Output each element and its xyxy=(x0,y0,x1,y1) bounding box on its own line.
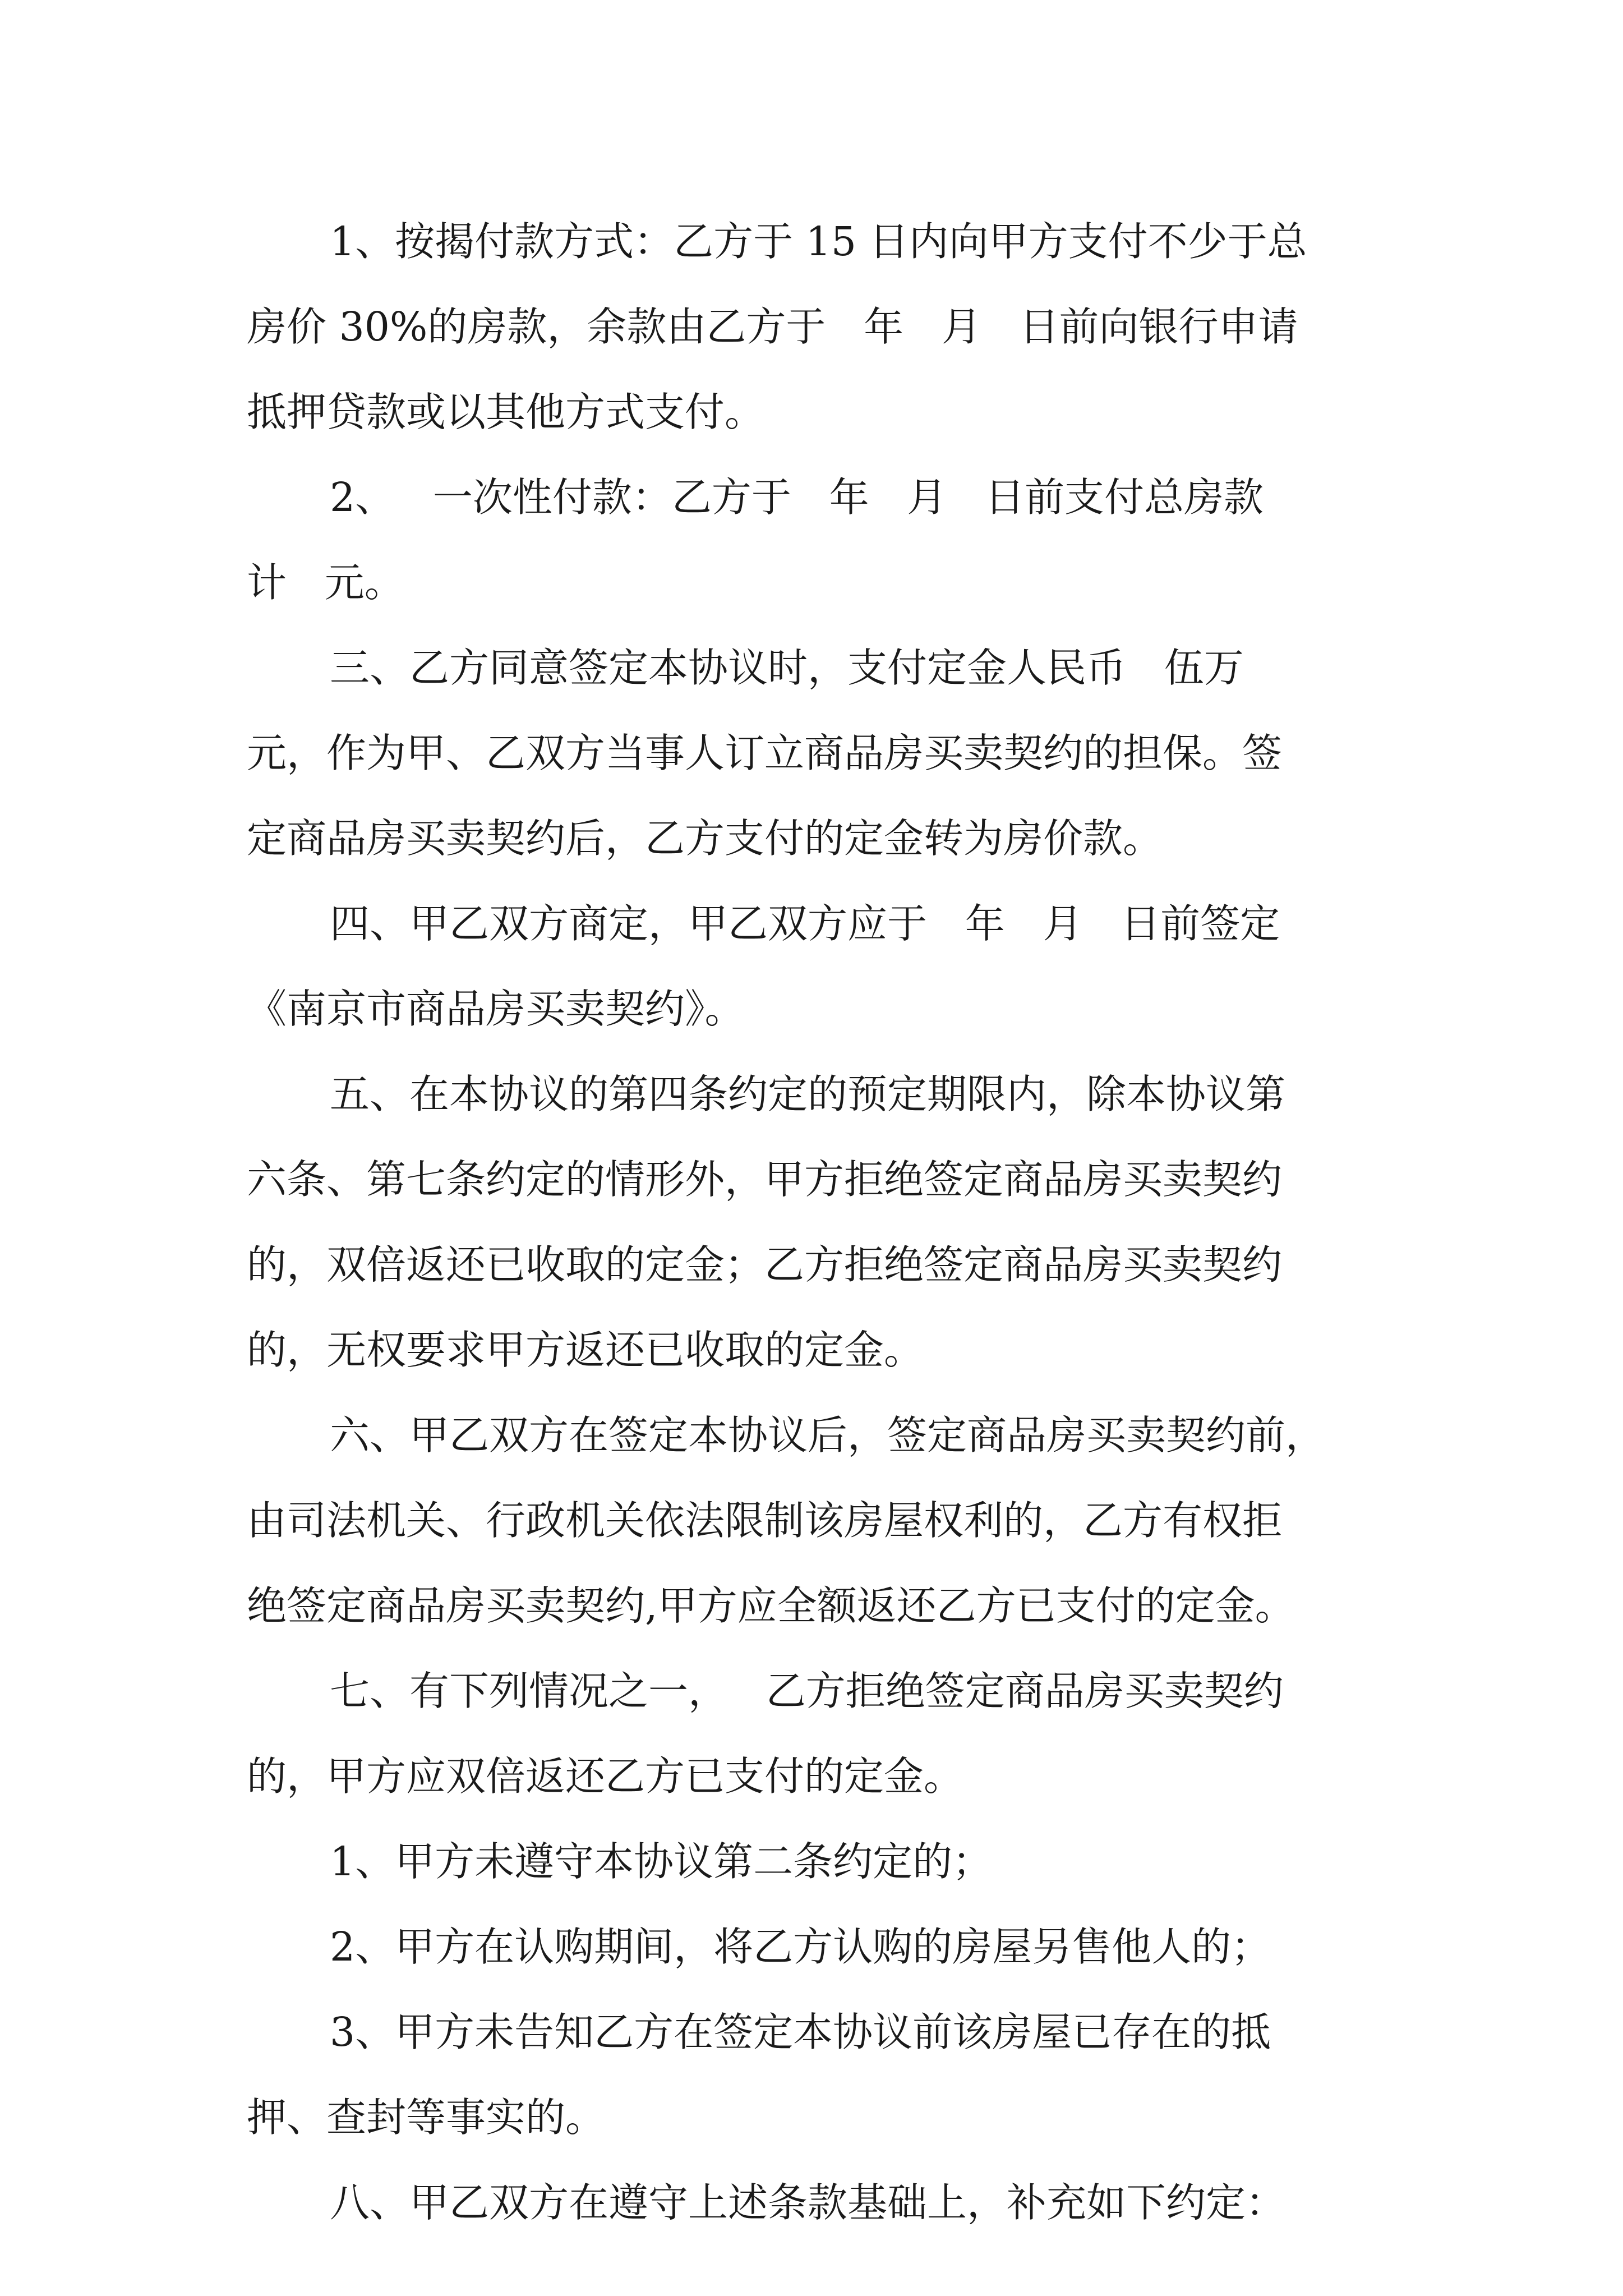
contract-body-text xyxy=(247,199,1380,2246)
text-line: 元，作为甲、乙双方当事人订立商品房买卖契约的担保。签 xyxy=(247,730,1283,776)
text-line: 的，双倍返还已收取的定金；乙方拒绝签定商品房买卖契约 xyxy=(247,1241,1283,1288)
text-line: 三、乙方同意签定本协议时，支付定金人民币 伍万 xyxy=(330,645,1244,691)
text-line: 由司法机关、行政机关依法限制该房屋权利的，乙方有权拒 xyxy=(247,1497,1283,1544)
text-line: 的，甲方应双倍返还乙方已支付的定金。 xyxy=(247,1753,964,1800)
text-line: 计 元。 xyxy=(247,559,404,606)
text-line: 2、甲方在认购期间，将乙方认购的房屋另售他人的； xyxy=(330,1924,1271,1970)
text-line: 1、按揭付款方式：乙方于 15 日内向甲方支付不少于总 xyxy=(330,218,1307,265)
text-line: 绝签定商品房买卖契约,甲方应全额返还乙方已支付的定金。 xyxy=(247,1582,1295,1629)
text-line: 1、甲方未遵守本协议第二条约定的； xyxy=(330,1838,993,1885)
text-line: 七、有下列情况之一， 乙方拒绝签定商品房买卖契约 xyxy=(330,1668,1284,1714)
text-line: 的，无权要求甲方返还已收取的定金。 xyxy=(247,1327,924,1373)
text-line: 《南京市商品房买卖契约》。 xyxy=(247,986,745,1032)
text-line: 房价 30%的房款，余款由乙方于 年 月 日前向银行申请 xyxy=(247,303,1298,350)
text-line: 定商品房买卖契约后，乙方支付的定金转为房价款。 xyxy=(247,815,1163,862)
text-line: 六、甲乙双方在签定本协议后，签定商品房买卖契约前， xyxy=(330,1412,1326,1458)
text-line: 押、查封等事实的。 xyxy=(247,2094,606,2141)
text-line: 2、 一次性付款：乙方于 年 月 日前支付总房款 xyxy=(330,474,1264,521)
text-line: 五、在本协议的第四条约定的预定期限内，除本协议第 xyxy=(330,1071,1286,1117)
text-line: 抵押贷款或以其他方式支付。 xyxy=(247,389,765,435)
text-line: 八、甲乙双方在遵守上述条款基础上，补充如下约定： xyxy=(330,2179,1286,2226)
text-line: 3、甲方未告知乙方在签定本协议前该房屋已存在的抵 xyxy=(330,2009,1271,2055)
text-line: 四、甲乙双方商定，甲乙双方应于 年 月 日前签定 xyxy=(330,900,1280,947)
text-line: 六条、第七条约定的情形外，甲方拒绝签定商品房买卖契约 xyxy=(247,1156,1283,1203)
